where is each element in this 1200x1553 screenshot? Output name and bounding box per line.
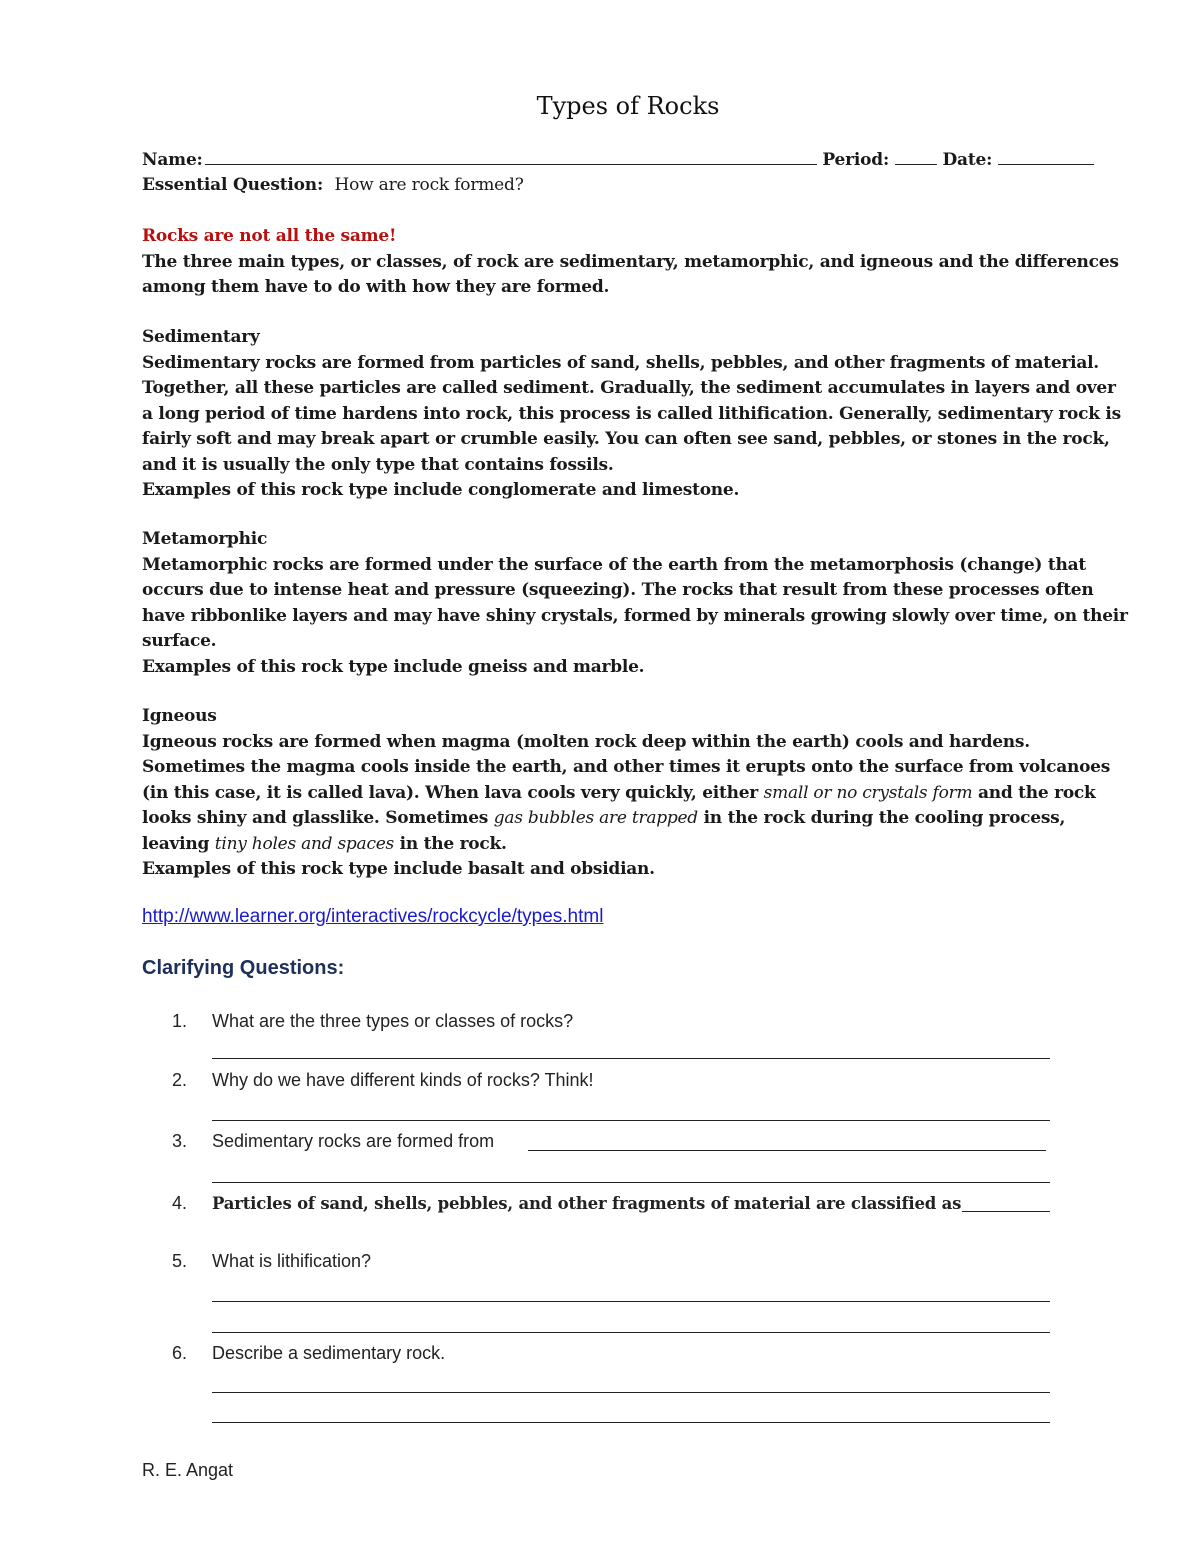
clarifying-questions-heading: Clarifying Questions: (142, 957, 345, 979)
name-label: Name: (142, 150, 203, 170)
question-1 (172, 1011, 573, 1032)
date-blank[interactable] (998, 163, 1094, 165)
essential-question-label: Essential Question: (142, 175, 324, 195)
resource-link[interactable]: http://www.learner.org/interactives/rockcycle/types.html (142, 906, 604, 927)
igneous-text-part: and the rock looks shiny and glasslike. Sometimes (142, 782, 1096, 828)
igneous-text (142, 730, 1132, 858)
question-number: 4. (172, 1193, 188, 1213)
sedimentary-heading: Sedimentary (142, 327, 260, 347)
metamorphic-text: Metamorphic rocks are formed under the surface of the earth from the metamorphosis (change) that occurs due to intense heat and pressure (squeezing). The rocks that result from these processes often have ribbonlike layers and may have shiny crystals, formed by minerals growing slowly over time, on their surface. (142, 554, 1128, 651)
name-blank[interactable] (205, 163, 817, 165)
answer-line-6a[interactable] (212, 1392, 1050, 1393)
question-3 (172, 1131, 494, 1152)
igneous-italic: gas bubbles are trapped (493, 808, 698, 828)
sedimentary-examples: Examples of this rock type include conglomerate and limestone. (142, 480, 740, 500)
page-title: Types of Rocks (536, 92, 720, 120)
answer-line-3[interactable] (212, 1182, 1050, 1183)
intro-heading: Rocks are not all the same! (142, 226, 397, 246)
answer-blank-3[interactable] (528, 1150, 1046, 1151)
metamorphic-section (142, 527, 1132, 680)
question-4 (172, 1193, 961, 1214)
igneous-text-part: in the rock during the cooling process, leaving (142, 808, 1066, 854)
igneous-text-part: Igneous rocks are formed when magma (molten rock deep within the earth) cools and hardens. Sometimes the magma cools inside the earth, and other times it erupts onto the surface from volcanoes (in this case, it is called lava). When lava cools very quickly, either (142, 731, 1111, 803)
question-text: Describe a sedimentary rock. (212, 1343, 446, 1363)
sedimentary-section (142, 325, 1132, 504)
question-text: Why do we have different kinds of rocks? Think! (212, 1070, 594, 1090)
answer-line-5a[interactable] (212, 1301, 1050, 1302)
answer-line-1[interactable] (212, 1058, 1050, 1059)
igneous-heading: Igneous (142, 706, 217, 726)
intro-text: The three main types, or classes, of rock are sedimentary, metamorphic, and igneous and the differences among them have to do with how they are formed. (142, 251, 1119, 297)
student-info-line (142, 150, 1094, 170)
essential-question-text: How are rock formed? (334, 175, 524, 195)
period-label: Period: (822, 150, 890, 170)
question-number: 2. (172, 1070, 188, 1090)
igneous-examples: Examples of this rock type include basalt and obsidian. (142, 859, 655, 879)
sedimentary-text: Sedimentary rocks are formed from particles of sand, shells, pebbles, and other fragments of material. Together, all these particles are called sediment. Gradually, the sediment accumulates in layers and over a long period of time hardens into rock, this process is called lithification. Generally, sedimentary rock is fairly soft and may break apart or crumble easily. You can often see sand, pebbles, or stones in the rock, and it is usually the only type that contains fossils. (142, 352, 1121, 475)
intro-section (142, 224, 1132, 301)
question-text: What are the three types or classes of rocks? (212, 1011, 574, 1031)
question-number: 1. (172, 1011, 188, 1031)
question-text: What is lithification? (212, 1251, 372, 1271)
question-2 (172, 1070, 594, 1091)
period-blank[interactable] (895, 163, 937, 165)
date-label: Date: (942, 150, 993, 170)
answer-line-6b[interactable] (212, 1422, 1050, 1423)
metamorphic-examples: Examples of this rock type include gneiss and marble. (142, 656, 645, 677)
metamorphic-heading: Metamorphic (142, 529, 268, 549)
author-footer: R. E. Angat (142, 1460, 234, 1480)
answer-blank-4[interactable] (962, 1211, 1050, 1212)
igneous-section (142, 704, 1132, 883)
igneous-italic: tiny holes and spaces (214, 833, 394, 854)
question-5 (172, 1251, 371, 1272)
question-text: Sedimentary rocks are formed from (212, 1131, 495, 1151)
question-6 (172, 1343, 445, 1364)
question-text: Particles of sand, shells, pebbles, and other fragments of material are classified as (212, 1194, 962, 1213)
question-number: 5. (172, 1251, 188, 1271)
essential-question (142, 175, 524, 195)
question-number: 3. (172, 1131, 188, 1151)
question-number: 6. (172, 1343, 188, 1363)
igneous-text-part: in the rock. (399, 833, 507, 854)
answer-line-5b[interactable] (212, 1332, 1050, 1333)
answer-line-2[interactable] (212, 1120, 1050, 1121)
igneous-italic: small or no crystals form (763, 782, 973, 803)
